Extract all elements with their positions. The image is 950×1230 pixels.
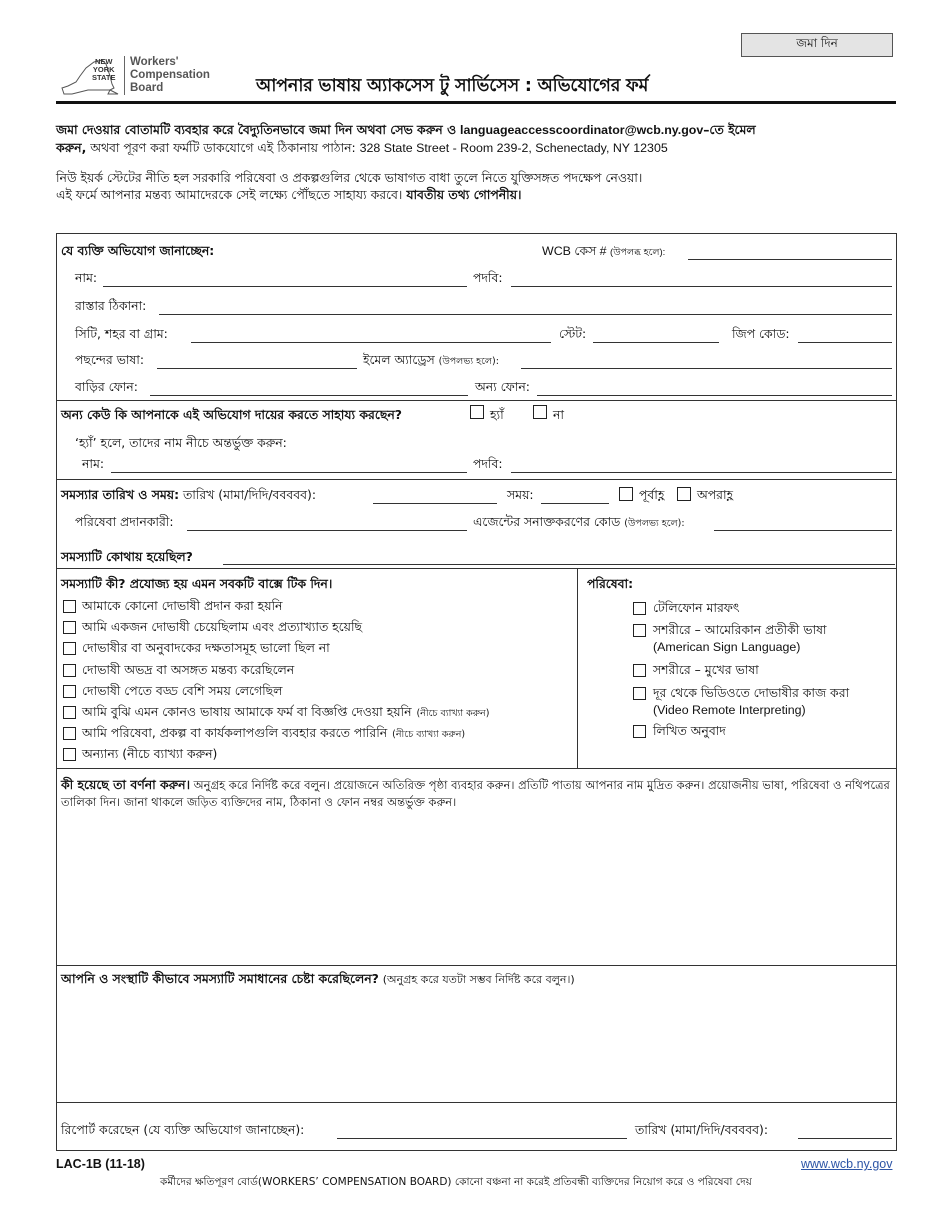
service-checkbox[interactable] — [633, 687, 646, 700]
agent-code-field[interactable] — [714, 515, 892, 531]
helper-yes-label: হ্যাঁ — [490, 407, 504, 422]
am-checkbox[interactable] — [619, 487, 633, 501]
signature-date-label: তারিখ (মামা/দিদি/ববববব): — [635, 1122, 769, 1137]
incident-time-label: সময়: — [507, 487, 534, 502]
nys-wcb-logo — [58, 56, 218, 102]
service-checkbox[interactable] — [633, 725, 646, 738]
coordinator-email[interactable]: languageaccesscoordinator@wcb.ny.gov — [460, 123, 704, 137]
logo-line: Compensation — [130, 69, 210, 81]
other-phone-label: অন্য ফোন: — [475, 379, 530, 394]
policy-line-1: নিউ ইয়র্ক স্টেটের নীতি হল সরকারি পরিষেবা ও প্রকল্পগুলির থেকে ভাষাগত বাধা তুলে নিতে যুক্তিসঙ্গত পদক্ষেপ নেওয়া। — [56, 170, 643, 185]
section-divider — [57, 965, 896, 966]
helper-no-label: না — [553, 407, 564, 422]
incident-time-field[interactable] — [541, 488, 609, 504]
service-heading: পরিষেবা: — [587, 576, 634, 591]
instructions-bold: জমা দেওয়ার বোতামটি ব্যবহার করে বৈদ্যুতিনভাবে জমা দিন অথবা সেভ করুন ও — [56, 122, 457, 137]
complainant-heading: যে ব্যক্তি অভিযোগ জানাচ্ছেন: — [61, 243, 215, 258]
problem-checkbox[interactable] — [63, 664, 76, 677]
problem-option-label: আমি একজন দোভাষী চেয়েছিলাম এবং প্রত্যাখ্যাত হয়েছি — [82, 619, 363, 635]
reported-by-field[interactable] — [337, 1123, 627, 1139]
street-label: রাস্তার ঠিকানা: — [75, 298, 147, 313]
street-field[interactable] — [159, 299, 892, 315]
problem-option-label: অন্যান্য (নীচে ব্যাখ্যা করুন) — [82, 746, 218, 762]
am-label: পূর্বাহ্ণ — [639, 487, 665, 502]
instructions-bold-tail: –তে ইমেল — [703, 122, 756, 137]
problem-option-label: আমাকে কোনো দোভাষী প্রদান করা হয়নি — [82, 598, 283, 613]
problem-option-label: আমি পরিষেবা, প্রকল্প বা কার্যকলাপগুলি ব্যবহার করতে পারিনি (নীচে ব্যাখ্যা করুন) — [82, 725, 466, 741]
pm-label: অপরাহ্ণ — [697, 487, 734, 502]
city-field[interactable] — [191, 327, 551, 343]
submit-button[interactable]: জমা দিন — [741, 33, 893, 57]
agent-code-label: এজেন্টের সনাক্তকরণের কোড (উপলভ্য হলে): — [473, 514, 685, 529]
resolve-textarea[interactable] — [59, 994, 894, 1099]
problem-checkbox[interactable] — [63, 621, 76, 634]
section-divider — [57, 568, 896, 569]
service-checkbox[interactable] — [633, 602, 646, 615]
policy-statement — [56, 169, 898, 203]
problem-checkbox[interactable] — [63, 642, 76, 655]
zip-field[interactable] — [798, 327, 892, 343]
problem-checkbox[interactable] — [63, 748, 76, 761]
title-field[interactable] — [511, 271, 892, 287]
problem-option-label: দোভাষীর বা অনুবাদকের দক্ষতাসমূহ ভালো ছিল না — [82, 640, 330, 656]
mailing-address: 328 State Street - Room 239-2, Schenectady, NY 12305 — [359, 141, 668, 155]
title-label: পদবি: — [473, 270, 503, 285]
state-field[interactable] — [593, 327, 719, 343]
helper-name-field[interactable] — [111, 457, 467, 473]
problem-heading: সমস্যাটি কী? প্রযোজ্য হয় এমন সবকটি বাক্সে টিক দিন। — [61, 576, 333, 591]
confidential-note: যাবতীয় তথ্য গোপনীয়। — [406, 187, 522, 202]
logo-state-word: STATE — [92, 73, 116, 82]
website-link[interactable]: www.wcb.ny.gov — [801, 1157, 893, 1171]
email-label: ইমেল অ্যাড্রেস (উপলভ্য হলে): — [363, 352, 499, 367]
header-divider — [56, 101, 896, 104]
helper-question: অন্য কেউ কি আপনাকে এই অভিযোগ দায়ের করতে সাহায্য করছেন? — [61, 407, 402, 422]
page-title: আপনার ভাষায় অ্যাকসেস টু সার্ভিসেস : অভিযোগের ফর্ম — [256, 76, 649, 96]
name-label: নাম: — [75, 270, 98, 285]
problem-checkbox[interactable] — [63, 706, 76, 719]
city-label: সিটি, শহর বা গ্রাম: — [75, 326, 168, 341]
pm-checkbox[interactable] — [677, 487, 691, 501]
section-divider — [57, 1102, 896, 1103]
complaint-form — [56, 233, 897, 1151]
nondiscrimination-note: কর্মীদের ক্ষতিপূরণ বোর্ড(WORKERS’ COMPENSATION BOARD) কোনো বঞ্চনা না করেই প্রতিবন্ধী ব্যক্তিদের নিয়োগ করে ও পরিষেবা দেয় — [160, 1176, 752, 1188]
wcb-case-label: WCB কেস # (উপলব্ধ হলে): — [542, 244, 666, 258]
language-label: পছন্দের ভাষা: — [75, 352, 145, 367]
incident-date-label: সমস্যার তারিখ ও সময়: তারিখ (মামা/দিদি/ববববব): — [61, 487, 317, 502]
service-option-sublabel: (American Sign Language) — [653, 640, 801, 654]
wcb-case-field[interactable] — [688, 244, 892, 260]
service-checkbox[interactable] — [633, 664, 646, 677]
location-field[interactable] — [223, 549, 895, 565]
reported-by-label: রিপোর্ট করেছেন (যে ব্যক্তি অভিযোগ জানাচ্ছেন): — [61, 1122, 305, 1137]
instructions-bold-2: করুন, — [56, 140, 87, 155]
provider-field[interactable] — [187, 515, 467, 531]
provider-label: পরিষেবা প্রদানকারী: — [75, 514, 174, 529]
instructions-mail: অথবা পূরণ করা ফর্মটি ডাকযোগে এই ঠিকানায় পাঠান: — [90, 140, 356, 155]
resolve-question: আপনি ও সংস্থাটি কীভাবে সমস্যাটি সমাধানের চেষ্টা করেছিলেন? (অনুগ্রহ করে যতটা সম্ভব নির্দিষ্ট করে বলুন।) — [61, 971, 575, 986]
logo-line: Board — [130, 82, 164, 94]
logo-agency-name — [124, 56, 210, 95]
service-option-sublabel: (Video Remote Interpreting) — [653, 703, 806, 717]
problem-option-label: দোভাষী পেতে বড্ড বেশি সময় লেগেছিল — [82, 682, 283, 698]
zip-label: জিপ কোড: — [732, 326, 790, 341]
helper-name-label: নাম: — [82, 456, 105, 471]
logo-state-word: YORK — [92, 65, 115, 74]
helper-title-label: পদবি: — [473, 456, 503, 471]
service-option-label: টেলিফোন মারফৎ — [653, 600, 740, 615]
other-phone-field[interactable] — [537, 380, 892, 396]
section-divider — [57, 400, 896, 401]
form-code: LAC-1B (11-18) — [56, 1157, 145, 1171]
service-checkbox[interactable] — [633, 624, 646, 637]
signature-date-field[interactable] — [798, 1123, 892, 1139]
language-field[interactable] — [157, 353, 357, 369]
policy-line-2: এই ফর্মে আপনার মন্তব্য আমাদেরকে সেই লক্ষ্যে পৌঁছতে সাহায্য করবে। — [56, 187, 403, 202]
problem-option-label: আমি বুঝি এমন কোনও ভাষায় আমাকে ফর্ম বা বিজ্ঞপ্তি দেওয়া হয়নি (নীচে ব্যাখ্যা করুন) — [82, 704, 490, 719]
home-phone-label: বাড়ির ফোন: — [75, 379, 138, 394]
helper-yes-checkbox[interactable] — [470, 405, 484, 419]
helper-instruction: ‘হ্যাঁ’ হলে, তাদের নাম নীচে অন্তর্ভুক্ত করুন: — [75, 435, 287, 450]
logo-line: Workers' — [130, 56, 179, 68]
problem-checkbox[interactable] — [63, 600, 76, 613]
describe-textarea[interactable] — [59, 814, 894, 962]
helper-title-field[interactable] — [511, 457, 892, 473]
name-field[interactable] — [103, 271, 467, 287]
section-divider — [57, 479, 896, 480]
problem-checkbox[interactable] — [63, 685, 76, 698]
email-field[interactable] — [521, 353, 892, 369]
problem-option-label: দোভাষী অভদ্র বা অসঙ্গত মন্তব্য করেছিলেন — [82, 661, 295, 677]
helper-no-checkbox[interactable] — [533, 405, 547, 419]
service-option-label: দূর থেকে ভিডিওতে দোভাষীর কাজ করা — [653, 685, 850, 700]
logo-state-word: NEW — [94, 57, 113, 66]
incident-date-field[interactable] — [373, 488, 497, 504]
column-divider — [577, 568, 578, 768]
state-label: স্টেট: — [559, 326, 587, 341]
service-option-label: সশরীরে – আমেরিকান প্রতীকী ভাষা — [653, 622, 827, 637]
service-option-label: সশরীরে – মুখের ভাষা — [653, 662, 759, 677]
submission-instructions — [56, 121, 898, 157]
home-phone-field[interactable] — [150, 380, 468, 396]
problem-checkbox[interactable] — [63, 727, 76, 740]
section-divider — [57, 768, 896, 769]
service-option-label: লিখিত অনুবাদ — [653, 723, 726, 738]
describe-instructions: কী হয়েছে তা বর্ণনা করুন। অনুগ্রহ করে নির্দিষ্ট করে বলুন। প্রয়োজনে অতিরিক্ত পৃষ্ঠা ব্যবহার করুন। প্রতিটি পাতায় আপনার নাম মুদ্রিত করুন। প্রয়োজনীয় ভাষা, পরিষেবা ও নথিপত্রের তালিকা দিন। জানা থাকলে জড়িত ব্যক্তিদের নাম, ঠিকানা ও ফোন নম্বর অন্তর্ভুক্ত করুন। — [61, 777, 890, 809]
location-label: সমস্যাটি কোথায় হয়েছিল? — [61, 549, 193, 564]
